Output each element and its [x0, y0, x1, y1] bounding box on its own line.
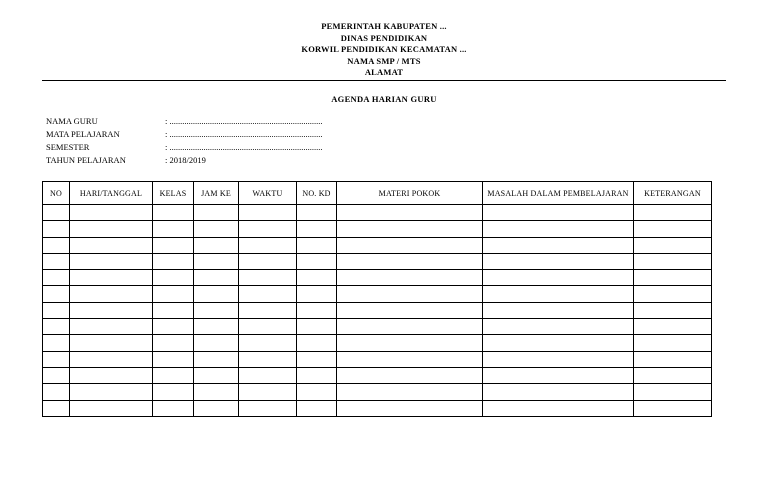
- table-cell: [634, 351, 712, 367]
- table-cell: [483, 384, 634, 400]
- table-cell: [337, 237, 483, 253]
- table-cell: [337, 302, 483, 318]
- table-cell: [43, 335, 70, 351]
- table-cell: [194, 205, 239, 221]
- table-cell: [297, 221, 337, 237]
- table-cell: [70, 221, 153, 237]
- table-cell: [43, 351, 70, 367]
- table-cell: [297, 302, 337, 318]
- table-cell: [70, 302, 153, 318]
- letterhead: [0, 21, 768, 79]
- table-cell: [153, 335, 194, 351]
- table-cell: [337, 319, 483, 335]
- table-row: [43, 367, 712, 383]
- table-cell: [634, 367, 712, 383]
- table-cell: [153, 253, 194, 269]
- table-cell: [337, 286, 483, 302]
- table-cell: [43, 367, 70, 383]
- table-cell: [194, 335, 239, 351]
- table-cell: [43, 286, 70, 302]
- table-cell: [70, 286, 153, 302]
- letterhead-school: NAMA SMP / MTS: [347, 55, 421, 66]
- table-cell: [70, 367, 153, 383]
- table-cell: [70, 270, 153, 286]
- table-cell: [70, 400, 153, 416]
- table-cell: [43, 205, 70, 221]
- table-cell: [239, 221, 297, 237]
- table-row: [43, 237, 712, 253]
- table-cell: [297, 335, 337, 351]
- table-cell: [239, 351, 297, 367]
- table-cell: [634, 253, 712, 269]
- table-cell: [194, 367, 239, 383]
- table-cell: [194, 400, 239, 416]
- table-cell: [337, 270, 483, 286]
- table-cell: [337, 253, 483, 269]
- info-value: : ........................................................................: [165, 116, 323, 126]
- letterhead-regency: PEMERINTAH KABUPATEN ...: [321, 21, 447, 31]
- info-label: TAHUN PELAJARAN: [46, 155, 126, 165]
- table-cell: [483, 351, 634, 367]
- column-header-material: MATERI POKOK: [337, 182, 483, 205]
- table-cell: [153, 384, 194, 400]
- table-cell: [239, 384, 297, 400]
- table-cell: [483, 253, 634, 269]
- table-cell: [239, 302, 297, 318]
- table-cell: [194, 286, 239, 302]
- column-header-no: NO: [43, 182, 70, 205]
- table-cell: [194, 253, 239, 269]
- table-cell: [194, 302, 239, 318]
- table-cell: [239, 335, 297, 351]
- table-cell: [483, 319, 634, 335]
- table-cell: [194, 351, 239, 367]
- agenda-table-body: [43, 205, 712, 417]
- table-cell: [43, 319, 70, 335]
- table-row: [43, 384, 712, 400]
- table-cell: [70, 237, 153, 253]
- table-cell: [70, 351, 153, 367]
- table-cell: [337, 351, 483, 367]
- column-header-notes: KETERANGAN: [634, 182, 712, 205]
- table-cell: [43, 237, 70, 253]
- table-cell: [634, 335, 712, 351]
- table-cell: [153, 302, 194, 318]
- table-cell: [297, 270, 337, 286]
- table-cell: [153, 351, 194, 367]
- table-cell: [239, 253, 297, 269]
- table-row: [43, 351, 712, 367]
- column-header-class: KELAS: [153, 182, 194, 205]
- table-cell: [297, 367, 337, 383]
- table-cell: [634, 237, 712, 253]
- table-cell: [297, 400, 337, 416]
- table-cell: [634, 205, 712, 221]
- table-cell: [194, 237, 239, 253]
- table-cell: [337, 400, 483, 416]
- letterhead-address: ALAMAT: [364, 67, 404, 77]
- table-row: [43, 253, 712, 269]
- table-row: [43, 319, 712, 335]
- table-cell: [634, 270, 712, 286]
- table-cell: [337, 221, 483, 237]
- table-cell: [337, 384, 483, 400]
- table-cell: [483, 335, 634, 351]
- table-cell: [634, 221, 712, 237]
- table-cell: [483, 286, 634, 302]
- table-row: [43, 302, 712, 318]
- table-cell: [194, 319, 239, 335]
- column-header-problems: MASALAH DALAM PEMBELAJARAN: [483, 182, 634, 205]
- table-cell: [483, 205, 634, 221]
- info-value: : ........................................................................: [165, 129, 323, 139]
- table-cell: [239, 205, 297, 221]
- table-cell: [153, 286, 194, 302]
- table-cell: [70, 319, 153, 335]
- table-cell: [297, 205, 337, 221]
- table-cell: [70, 335, 153, 351]
- table-cell: [634, 286, 712, 302]
- table-cell: [153, 400, 194, 416]
- column-header-date: HARI/TANGGAL: [70, 182, 153, 205]
- table-cell: [153, 367, 194, 383]
- table-cell: [239, 270, 297, 286]
- table-cell: [239, 286, 297, 302]
- table-cell: [297, 351, 337, 367]
- table-cell: [43, 221, 70, 237]
- table-cell: [483, 237, 634, 253]
- letterhead-district: KORWIL PENDIDIKAN KECAMATAN ...: [301, 44, 467, 54]
- table-cell: [43, 400, 70, 416]
- table-cell: [153, 205, 194, 221]
- table-cell: [297, 384, 337, 400]
- table-cell: [483, 270, 634, 286]
- table-cell: [634, 400, 712, 416]
- table-row: [43, 400, 712, 416]
- table-row: [43, 270, 712, 286]
- table-cell: [634, 384, 712, 400]
- table-cell: [239, 400, 297, 416]
- table-row: [43, 205, 712, 221]
- table-cell: [153, 221, 194, 237]
- letterhead-department: DINAS PENDIDIKAN: [340, 32, 428, 43]
- column-header-kd: NO. KD: [297, 182, 337, 205]
- info-label: NAMA GURU: [46, 116, 98, 126]
- table-cell: [634, 302, 712, 318]
- table-cell: [43, 384, 70, 400]
- table-cell: [297, 237, 337, 253]
- table-cell: [43, 270, 70, 286]
- info-label: MATA PELAJARAN: [46, 129, 120, 139]
- info-label: SEMESTER: [46, 142, 90, 152]
- table-cell: [483, 367, 634, 383]
- column-header-time: WAKTU: [239, 182, 297, 205]
- table-cell: [483, 400, 634, 416]
- table-cell: [194, 270, 239, 286]
- table-cell: [297, 253, 337, 269]
- agenda-table: [42, 181, 712, 417]
- table-cell: [153, 237, 194, 253]
- table-cell: [483, 302, 634, 318]
- table-cell: [153, 270, 194, 286]
- table-row: [43, 335, 712, 351]
- table-cell: [337, 335, 483, 351]
- document-title: AGENDA HARIAN GURU: [331, 94, 437, 104]
- table-cell: [70, 205, 153, 221]
- table-cell: [194, 384, 239, 400]
- table-cell: [239, 319, 297, 335]
- info-value: : 2018/2019: [165, 155, 206, 165]
- table-cell: [634, 319, 712, 335]
- table-cell: [43, 253, 70, 269]
- table-cell: [70, 253, 153, 269]
- table-cell: [297, 319, 337, 335]
- table-cell: [297, 286, 337, 302]
- table-cell: [194, 221, 239, 237]
- table-cell: [337, 205, 483, 221]
- table-cell: [483, 221, 634, 237]
- table-header-row: [43, 182, 712, 205]
- table-cell: [153, 319, 194, 335]
- table-row: [43, 221, 712, 237]
- table-cell: [43, 302, 70, 318]
- info-value: : ........................................................................: [165, 142, 323, 152]
- table-cell: [70, 384, 153, 400]
- letterhead-divider: [42, 80, 726, 81]
- table-row: [43, 286, 712, 302]
- table-cell: [239, 367, 297, 383]
- column-header-period: JAM KE: [194, 182, 239, 205]
- table-cell: [239, 237, 297, 253]
- table-cell: [337, 367, 483, 383]
